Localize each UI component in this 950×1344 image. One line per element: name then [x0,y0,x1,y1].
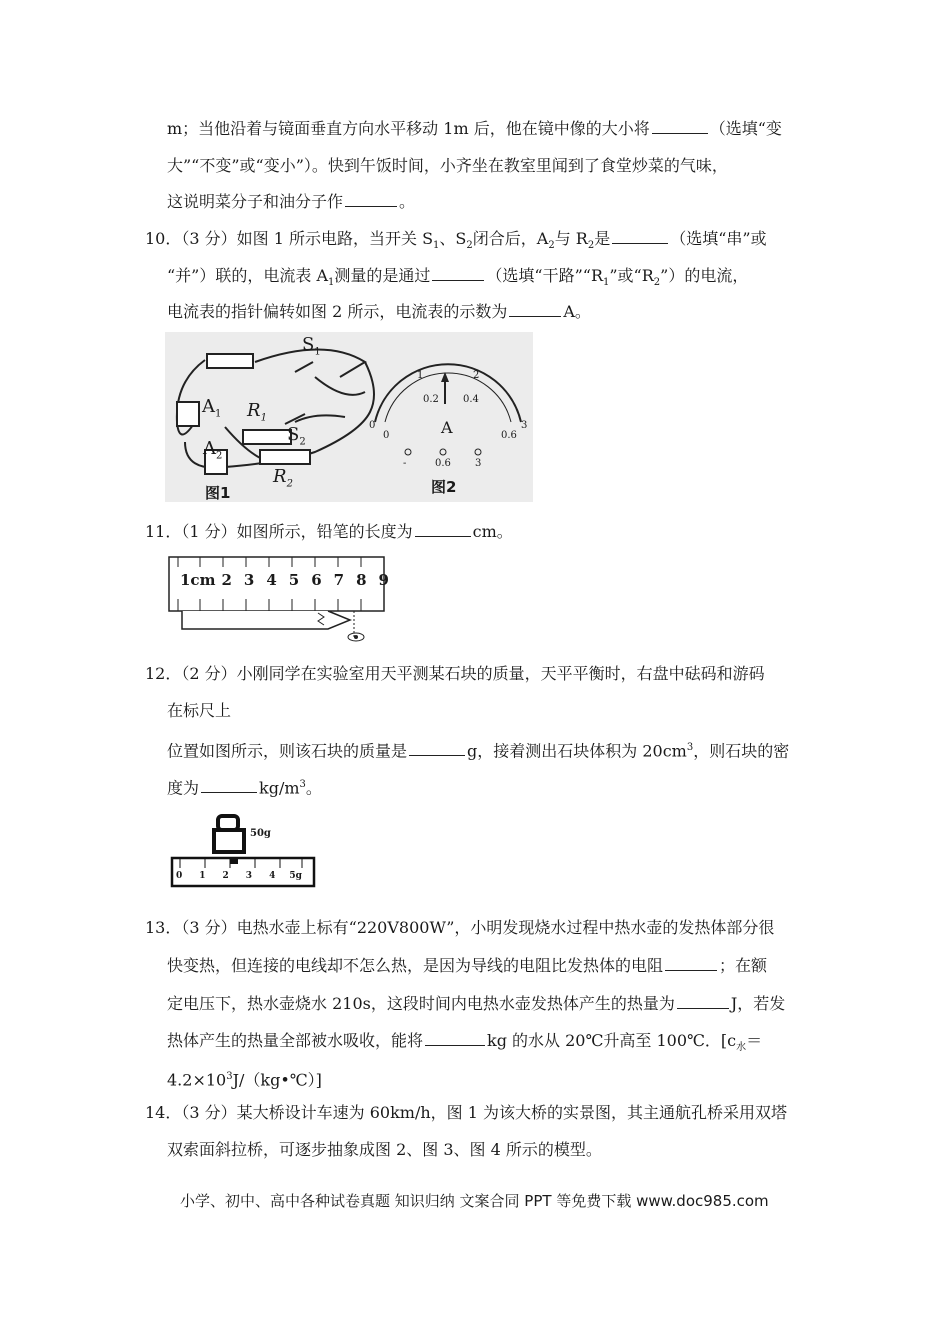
answer-blank [409,741,465,756]
label-S1: $S_1$ [302,334,321,358]
label-A2: $A_2$ [203,438,223,462]
weight-label: 50g [250,828,271,839]
q13-line4: 热体产生的热量全部被水吸收，能将 kg 的水从 20℃升高至 100℃．[$c_水=$ [167,1031,763,1054]
terminal-label: 0.6 [435,458,451,469]
answer-blank [345,192,397,207]
circuit-figure [165,332,533,502]
terminal-label: - [403,458,407,469]
answer-blank [415,522,471,537]
q13-line5: $4.2\times 10^3J/(kg•℃)$] [167,1070,322,1090]
dial-tick-label: 0 [383,430,390,441]
battery-box [207,354,253,368]
label-S2: $S_2$ [287,424,306,448]
q11-line: 11．（1 分）如图所示，铅笔的长度为 cm。 [145,522,513,541]
answer-blank [612,229,668,244]
q13-line3: 定电压下，热水壶烧水 210s，这段时间内电热水壶发热体产生的热量为 J，若发 [167,994,786,1013]
dial-tick-label: 0.2 [423,394,439,405]
q14-line2: 双索面斜拉桥，可逐步抽象成图 2、图 3、图 4 所示的模型。 [167,1140,602,1159]
answer-blank [425,1031,485,1046]
answer-blank [201,778,257,793]
q13-line1: 13．（3 分）电热水壶上标有“220V800W”，小明发现烧水过程中热水壶的发热体部分很 [145,918,775,937]
dial-tick-label: 1 [417,370,424,381]
dial-unit: A [441,418,453,437]
q12-line3: 位置如图所示，则该石块的质量是 g，接着测出石块体积为 $20cm^3$，则石块的密 [167,741,790,761]
answer-blank [432,266,484,281]
q10-line3: 电流表的指针偏转如图 2 所示，电流表的示数为 A。 [167,302,591,321]
answer-blank [677,994,729,1009]
balance-figure [170,808,318,888]
dial-tick-label: 0 [369,420,376,431]
figure1-caption: 图1 [205,484,231,502]
answer-blank [652,119,708,134]
ruler-labels: 1cm 2 3 4 5 6 7 8 9 [180,571,389,589]
q12-line1: 12．（2 分）小刚同学在实验室用天平测某石块的质量，天平平衡时，右盘中砝码和游码 [145,664,765,683]
q9-line1: m；当他沿着与镜面垂直方向水平移动 1m 后，他在镜中像的大小将 （选填“变 [167,119,782,138]
q10-line1: 10．（3 分）如图 1 所示电路，当开关 $S_1$、$S_2$闭合后，$A_2$与 $R_2$是 （选填“串”或 [145,229,767,252]
q12-line2: 在标尺上 [167,701,232,720]
page-footer: 小学、初中、高中各种试卷真题 知识归纳 文案合同 PPT 等免费下载 www.doc985.com [180,1192,769,1210]
figure2-caption: 图2 [431,478,457,496]
dial-tick-label: 0.6 [501,430,517,441]
label-A1: $A_1$ [202,396,222,420]
q9-line2: 大”“不变”或“变小”）。快到午饭时间，小齐坐在教室里闻到了食堂炒菜的气味， [167,156,728,175]
q13-line2: 快变热，但连接的电线却不怎么热，是因为导线的电阻比发热体的电阻 ；在额 [167,956,768,975]
answer-blank [665,956,717,971]
label-R1: $R_1$ [247,400,267,424]
dial-tick-label: 0.4 [463,394,479,405]
answer-blank [509,302,561,317]
scale-labels: 0 1 2 3 4 5g [176,871,302,881]
label-R2: $R_2$ [273,466,293,490]
dial-tick-label: 3 [521,420,528,431]
terminal-label: 3 [475,458,482,469]
q12-line4: 度为 $kg/m^3$。 [167,778,322,798]
q14-line1: 14．（3 分）某大桥设计车速为 60km/h，图 1 为该大桥的实景图，其主通航孔桥采用双塔 [145,1103,788,1122]
q9-line3: 这说明菜分子和油分子作 。 [167,192,416,211]
dial-tick-label: 2 [473,370,480,381]
ruler-figure [168,553,389,643]
q10-line2: “并”）联的，电流表 $A_1$测量的是通过 （选填“干路$”“R_1$”或“$R_2$”）的电流， [167,266,749,289]
